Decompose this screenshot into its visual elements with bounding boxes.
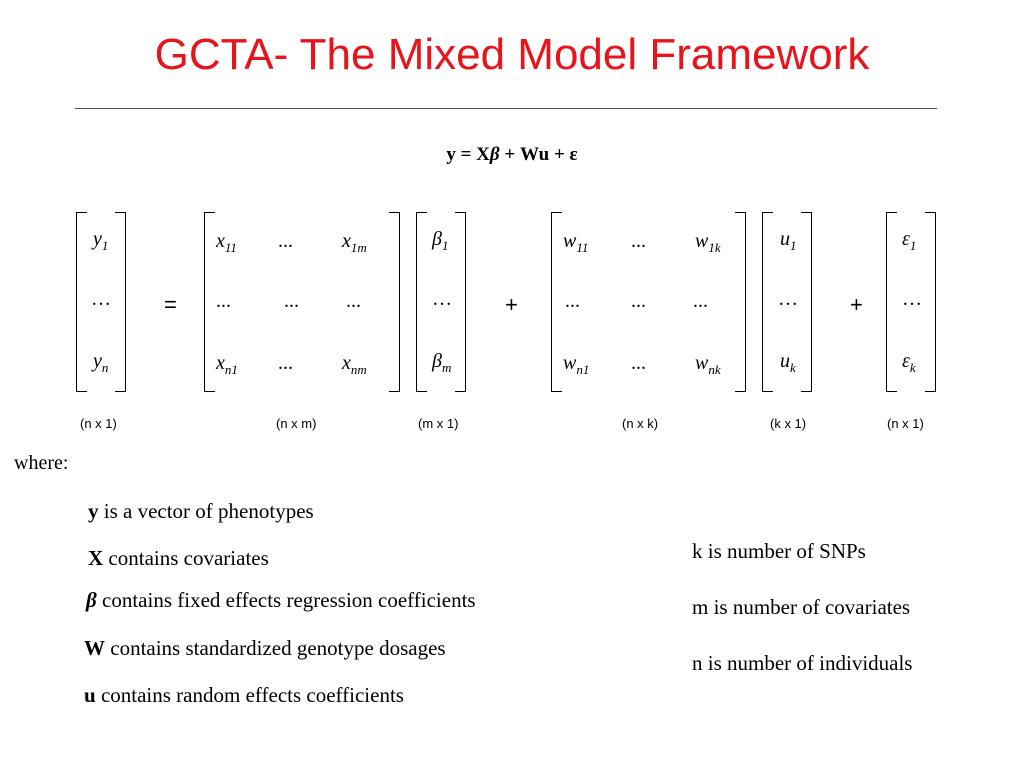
- left-bracket: [204, 212, 215, 392]
- epsilon-vector: [886, 212, 936, 392]
- left-bracket: [762, 212, 773, 392]
- x-matrix-r2c1: ...: [216, 290, 231, 312]
- w-matrix-r2c1: ...: [565, 290, 580, 312]
- x-matrix-r3c1: $x_{n1}$: [216, 352, 238, 377]
- definition-y: y is a vector of phenotypes: [88, 499, 314, 523]
- equals-sign: =: [164, 292, 177, 317]
- u-vector-row2: …: [778, 288, 798, 310]
- right-bracket: [735, 212, 746, 392]
- w-matrix-r2c3: ...: [693, 290, 708, 312]
- u-vector-row3: $u_k$: [780, 350, 796, 375]
- u-vector-row1: $u_1$: [780, 228, 797, 253]
- y-vector: [76, 212, 126, 392]
- u-vector: [762, 212, 812, 392]
- x-matrix-r2c3: ...: [346, 290, 361, 312]
- slide-title: GCTA- The Mixed Model Framework: [154, 30, 870, 79]
- w-matrix-r1c3: $w_{1k}$: [695, 230, 721, 255]
- beta-vector: [416, 212, 466, 392]
- w-matrix-r1c2: ...: [631, 230, 646, 252]
- x-matrix: [204, 212, 400, 392]
- where-label: where:: [14, 452, 69, 474]
- title-divider: [75, 108, 937, 109]
- epsilon-vector-row1: $\varepsilon_1$: [902, 228, 917, 253]
- y-vector-row2: …: [91, 288, 111, 310]
- w-matrix-r1c1: $w_{11}$: [563, 230, 589, 255]
- left-bracket: [76, 212, 87, 392]
- left-bracket: [886, 212, 897, 392]
- x-dimension-label: (n x m): [276, 416, 317, 431]
- beta-vector-row2: …: [432, 288, 452, 310]
- note-k: k is number of SNPs: [692, 539, 866, 563]
- x-matrix-r1c3: $x_{1m}$: [342, 230, 367, 255]
- right-bracket: [455, 212, 466, 392]
- w-matrix-r3c3: $w_{nk}$: [695, 352, 721, 377]
- equation-rhs: + Wu + ε: [499, 144, 578, 165]
- beta-vector-row3: $\beta_m$: [432, 350, 452, 375]
- x-matrix-r1c2: ...: [278, 230, 293, 252]
- y-vector-row3: $y_n$: [93, 350, 109, 375]
- note-n: n is number of individuals: [692, 651, 913, 675]
- equation-beta: β: [489, 144, 500, 165]
- w-matrix: [551, 212, 746, 392]
- right-bracket: [801, 212, 812, 392]
- epsilon-dimension-label: (n x 1): [887, 416, 924, 431]
- right-bracket: [115, 212, 126, 392]
- x-matrix-r1c1: $x_{11}$: [216, 230, 237, 255]
- w-matrix-r3c1: $w_{n1}$: [563, 352, 590, 377]
- left-bracket: [551, 212, 562, 392]
- left-bracket: [416, 212, 427, 392]
- beta-vector-row1: $\beta_1$: [432, 228, 449, 253]
- y-dimension-label: (n x 1): [80, 416, 117, 431]
- model-equation: [0, 144, 1024, 166]
- definition-w: W contains standardized genotype dosages: [84, 636, 446, 660]
- u-dimension-label: (k x 1): [770, 416, 807, 431]
- definition-u: u contains random effects coefficients: [84, 683, 404, 707]
- plus-sign-2: +: [850, 292, 863, 317]
- x-matrix-r3c3: $x_{nm}$: [342, 352, 367, 377]
- w-dimension-label: (n x k): [622, 416, 659, 431]
- definition-beta: β contains fixed effects regression coefficients: [86, 588, 476, 612]
- plus-sign-1: +: [505, 292, 518, 317]
- definition-x: X contains covariates: [88, 546, 269, 570]
- right-bracket: [389, 212, 400, 392]
- w-matrix-r3c2: ...: [631, 352, 646, 374]
- epsilon-vector-row3: $\varepsilon_k$: [902, 350, 916, 375]
- right-bracket: [925, 212, 936, 392]
- y-vector-row1: $y_1$: [93, 228, 109, 253]
- epsilon-vector-row2: …: [902, 288, 922, 310]
- w-matrix-r2c2: ...: [631, 290, 646, 312]
- beta-dimension-label: (m x 1): [418, 416, 459, 431]
- x-matrix-r3c2: ...: [278, 352, 293, 374]
- note-m: m is number of covariates: [692, 595, 911, 619]
- equation-lhs: y = X: [446, 144, 490, 165]
- x-matrix-r2c2: ...: [284, 290, 299, 312]
